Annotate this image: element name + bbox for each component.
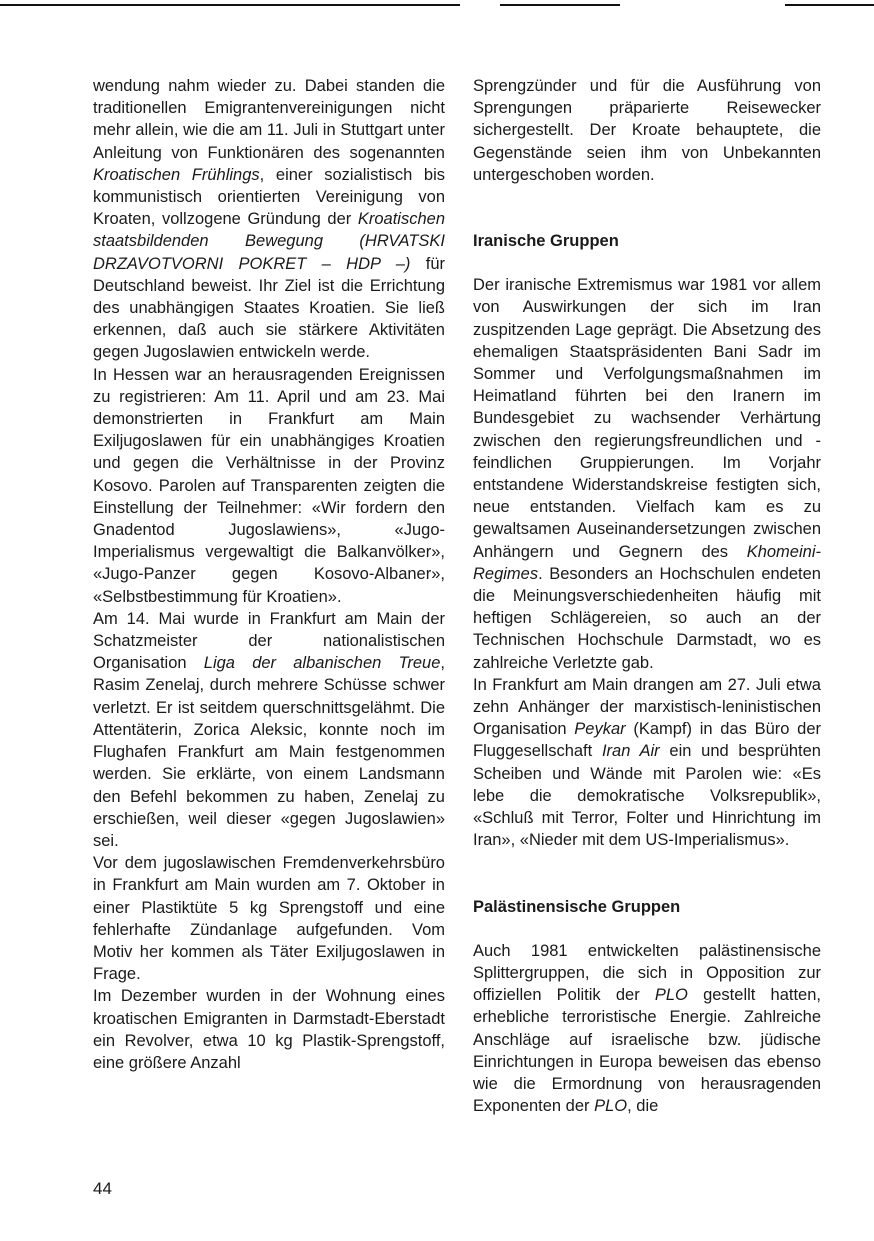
spacer bbox=[473, 186, 821, 230]
left-column bbox=[93, 75, 445, 1074]
top-rule-far-right bbox=[785, 4, 874, 6]
page-number: 44 bbox=[93, 1179, 112, 1198]
paragraph: Am 14. Mai wurde in Frankfurt am Main der Schatzmeister der nationalistischen Organisation Liga der albanischen Treue, Rasim Zenelaj, durch mehrere Schüsse schwer verletzt. Er ist seitdem querschnittsgelähmt. Die Attentäterin, Zorica Aleksic, konnte noch im Flughafen Frankfurt am Main festgenommen werden. Sie erklärte, von einem Landsmann den Befehl bekommen zu haben, Zenelaj zu erschießen, weil dieser «gegen Jugoslawien» sei. bbox=[93, 609, 446, 850]
paragraph: Sprengzünder und für die Ausführung von Sprengungen präparierte Reisewecker sichergestellt. Der Kroate behauptete, die Gegenstände seien ihm von Unbekannten untergeschoben worden. bbox=[473, 77, 821, 184]
spacer bbox=[473, 252, 821, 274]
paragraph: Auch 1981 entwickelten palästinensische Splittergruppen, die sich in Opposition zur offiziellen Politik der PLO gestellt hatten, erhebliche terroristische Energie. Zahlreiche Anschläge auf israelische bzw. jüdische Einrichtungen in Europa beweisen das ebenso wie die Ermordnung von herausragenden Exponenten der PLO, die bbox=[473, 941, 821, 1116]
paragraph: wendung nahm wieder zu. Dabei standen die traditionellen Emigrantenvereinigungen nicht mehr allein, wie die am 11. Juli in Stuttgart unter Anleitung von Funktionären des sogenannten Kroatischen Frühlings, einer sozialistisch bis kommunistisch orientierten Vereinigung von Kroaten, vollzogene Gründung der Kroatischen staatsbildenden Bewegung (HRVATSKI DRZAVOTVORNI POKRET – HDP –) für Deutschland beweist. Ihr Ziel ist die Errichtung des unabhängigen Staates Kroatien. Sie ließ erkennen, daß auch sie stärkere Aktivitäten gegen Jugoslawien entwickeln werde. bbox=[93, 77, 446, 362]
spacer bbox=[473, 852, 821, 896]
spacer bbox=[473, 918, 821, 940]
section-heading: Iranische Gruppen bbox=[473, 232, 619, 251]
top-rule-left bbox=[0, 4, 460, 6]
paragraph: Der iranische Extremismus war 1981 vor allem von Auswirkungen der sich im Iran zuspitzenden Lage geprägt. Die Absetzung des ehemaligen Staatspräsidenten Bani Sadr im Sommer und Verfolgungsmaßnahmen im Heimatland führten bei den Iranern im Bundesgebiet zu wachsender Verhärtung zwischen den regierungsfreundlichen und -feindlichen Gruppierungen. Im Vorjahr entstandene Widerstandskreise festigten sich, neue entstanden. Vielfach kam es zu gewaltsamen Auseinandersetzungen zwischen Anhängern und Gegnern des Khomeini-Regimes. Besonders an Hochschulen endeten die Meinungsverschiedenheiten häufig mit heftigen Schlägereien, so auch an der Technischen Hochschule Darmstadt, wo es zahlreiche Verletzte gab. bbox=[473, 276, 821, 672]
top-rule-right bbox=[500, 4, 620, 6]
right-column bbox=[473, 75, 821, 1117]
section-heading: Palästinensische Gruppen bbox=[473, 897, 681, 916]
paragraph: In Frankfurt am Main drangen am 27. Juli etwa zehn Anhänger der marxistisch-leninistischen Organisation Peykar (Kampf) in das Büro der Fluggesellschaft Iran Air ein und besprühten Scheiben und Wände mit Parolen wie: «Es lebe die demokratische Volksrepublik», «Schluß mit Terror, Folter und Hinrichtung im Iran», «Nieder mit dem US-Imperialismus». bbox=[473, 675, 821, 850]
paragraph: In Hessen war an herausragenden Ereignissen zu registrieren: Am 11. April und am 23. Mai demonstrierten in Frankfurt am Main Exiljugoslawen für ein unabhängiges Kroatien und gegen die Verhältnisse in der Provinz Kosovo. Parolen auf Transparenten zeigten die Einstellung der Teilnehmer: «Wir fordern den Gnadentod Jugoslawiens», «Jugo-Imperialismus vergewaltigt die Balkanvölker», «Jugo-Panzer gegen Kosovo-Albaner», «Selbstbestimmung für Kroatien». bbox=[93, 365, 445, 606]
paragraph: Vor dem jugoslawischen Fremdenverkehrsbüro in Frankfurt am Main wurden am 7. Oktober in einer Plastiktüte 5 kg Sprengstoff und eine fehlerhafte Zündanlage aufgefunden. Vom Motiv her kommen als Täter Exiljugoslawen in Frage. bbox=[93, 854, 445, 984]
paragraph: Im Dezember wurden in der Wohnung eines kroatischen Emigranten in Darmstadt-Eberstadt ein Revolver, etwa 10 kg Plastik-Sprengstoff, eine größere Anzahl bbox=[93, 987, 445, 1072]
